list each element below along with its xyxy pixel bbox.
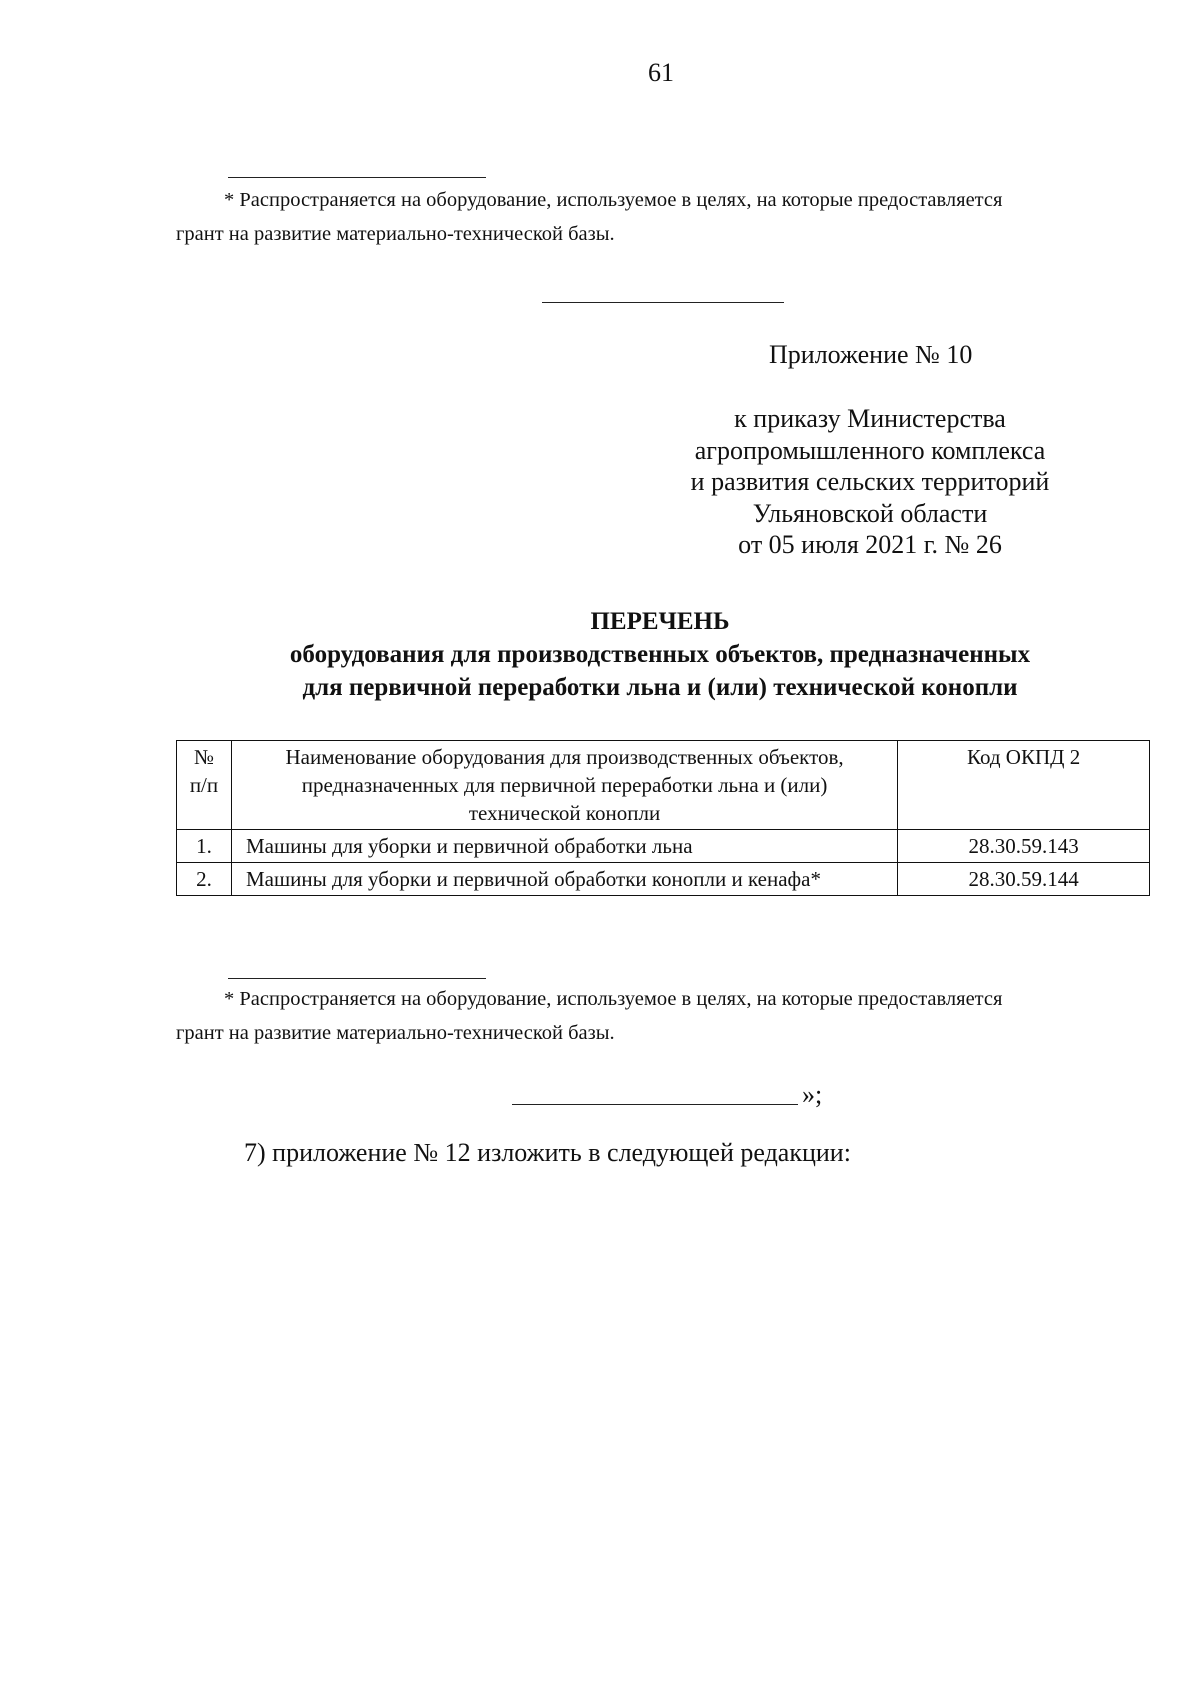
closing-line — [512, 1078, 823, 1109]
footnote-top-line2: грант на развитие материально-технической базы. — [176, 223, 615, 245]
order-line: от 05 июля 2021 г. № 26 — [738, 530, 1002, 559]
equipment-table — [176, 740, 1150, 896]
page-number: 61 — [648, 58, 674, 87]
order-line: и развития сельских территорий — [690, 467, 1050, 496]
order-line: к приказу Министерства — [734, 404, 1006, 433]
row-num: 2. — [177, 863, 232, 896]
document-title — [180, 605, 1140, 704]
footnote-bottom — [176, 982, 1002, 1050]
order-line: агропромышленного комплекса — [694, 435, 1046, 465]
footnote-separator-top — [228, 177, 486, 178]
table-row — [177, 863, 1150, 896]
title-line2: для первичной переработки льна и (или) технической конопли — [302, 674, 1018, 701]
row-name: Машины для уборки и первичной обработки конопли и кенафа* — [231, 863, 897, 896]
footnote-top-line1: * Распространяется на оборудование, используемое в целях, на которые предоставляется — [224, 189, 1003, 211]
row-code: 28.30.59.144 — [898, 863, 1150, 896]
title-main: ПЕРЕЧЕНЬ — [590, 608, 730, 635]
row-num: 1. — [177, 830, 232, 863]
section-separator — [542, 302, 784, 303]
footnote-separator-bottom — [228, 978, 486, 979]
instruction-paragraph: 7) приложение № 12 изложить в следующей редакции: — [244, 1138, 851, 1167]
footnote-bottom-line2: грант на развитие материально-технической базы. — [176, 1022, 615, 1044]
appendix-label: Приложение № 10 — [769, 340, 973, 369]
header-name: Наименование оборудования для производственных объектов, предназначенных для первичной переработки льна и (или) технической конопли — [231, 741, 897, 830]
row-name: Машины для уборки и первичной обработки льна — [231, 830, 897, 863]
order-line: Ульяновской области — [752, 498, 988, 528]
table-row — [177, 830, 1150, 863]
header-num: № п/п — [177, 741, 232, 830]
closing-quote: »; — [802, 1080, 823, 1109]
footnote-top — [176, 183, 1002, 251]
closing-underline — [512, 1104, 798, 1105]
row-code: 28.30.59.143 — [898, 830, 1150, 863]
footnote-bottom-line1: * Распространяется на оборудование, используемое в целях, на которые предоставляется — [224, 988, 1003, 1010]
header-code: Код ОКПД 2 — [898, 741, 1150, 830]
order-reference — [640, 403, 1100, 561]
table-header-row — [177, 741, 1150, 830]
title-line1: оборудования для производственных объектов, предназначенных — [289, 641, 1031, 668]
